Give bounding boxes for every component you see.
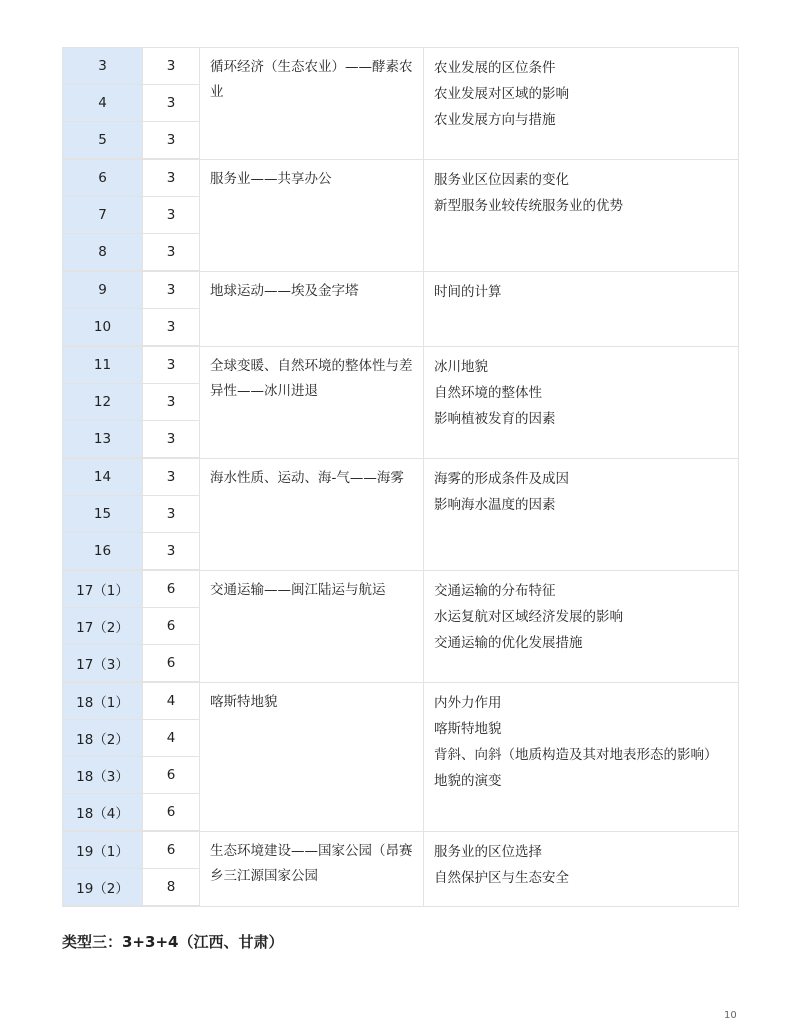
table-row [63, 682, 739, 720]
knowledge-points-cell [424, 458, 739, 570]
score-cell: 3 [143, 85, 200, 122]
question-number-cell: 5 [63, 122, 143, 160]
question-number-cell: 17（1） [63, 570, 143, 608]
score-cell: 6 [143, 608, 200, 645]
score-cell: 3 [143, 197, 200, 234]
knowledge-point: 影响植被发育的因素 [434, 410, 556, 427]
score-cell: 4 [143, 720, 200, 757]
score-cell: 3 [143, 496, 200, 533]
score-cell: 4 [143, 682, 200, 720]
knowledge-point: 农业发展对区域的影响 [434, 86, 569, 102]
score-cell: 3 [143, 384, 200, 421]
knowledge-points-cell [424, 682, 739, 831]
question-number-cell: 13 [63, 421, 143, 459]
table-row [63, 271, 739, 309]
question-number-cell: 15 [63, 496, 143, 533]
score-cell: 3 [143, 346, 200, 384]
table-row [63, 831, 739, 869]
question-number-cell: 14 [63, 458, 143, 496]
score-cell: 3 [143, 271, 200, 309]
score-cell: 3 [143, 48, 200, 85]
topic-cell: 循环经济（生态农业）——酵素农业 [200, 48, 424, 160]
question-number-cell: 17（2） [63, 608, 143, 645]
score-cell: 3 [143, 533, 200, 571]
question-number-cell: 18（4） [63, 794, 143, 832]
question-number-cell: 19（2） [63, 869, 143, 907]
knowledge-points-cell [424, 159, 739, 271]
exam-breakdown-table-container [62, 47, 738, 907]
score-cell: 3 [143, 458, 200, 496]
topic-cell: 全球变暖、自然环境的整体性与差异性——冰川进退 [200, 346, 424, 458]
exam-table-body [63, 48, 739, 907]
score-cell: 6 [143, 757, 200, 794]
knowledge-point: 服务业的区位选择 [434, 843, 542, 860]
score-cell: 3 [143, 421, 200, 459]
knowledge-point: 服务业区位因素的变化 [434, 171, 569, 188]
section-heading: 类型三：3+3+4（江西、甘肃） [62, 933, 284, 951]
score-cell: 6 [143, 645, 200, 683]
topic-cell: 生态环境建设——国家公园（昂赛乡三江源国家公园 [200, 831, 424, 906]
knowledge-point: 时间的计算 [434, 283, 502, 300]
question-number-cell: 10 [63, 309, 143, 347]
question-number-cell: 4 [63, 85, 143, 122]
table-row [63, 346, 739, 384]
knowledge-points-cell [424, 346, 739, 458]
score-cell: 3 [143, 122, 200, 160]
knowledge-points-cell [424, 48, 739, 160]
knowledge-points-cell [424, 271, 739, 346]
knowledge-points-cell [424, 570, 739, 682]
page-number: 10 [724, 1010, 737, 1021]
knowledge-point: 交通运输的优化发展措施 [434, 634, 583, 651]
knowledge-point: 新型服务业较传统服务业的优势 [434, 197, 623, 214]
score-cell: 3 [143, 159, 200, 197]
question-number-cell: 8 [63, 234, 143, 272]
table-row [63, 570, 739, 608]
table-row [63, 159, 739, 197]
topic-cell: 喀斯特地貌 [200, 682, 424, 831]
knowledge-point: 水运复航对区域经济发展的影响 [434, 608, 623, 625]
score-cell: 6 [143, 831, 200, 869]
question-number-cell: 3 [63, 48, 143, 85]
knowledge-point: 农业发展方向与措施 [434, 112, 556, 128]
exam-breakdown-table [62, 47, 739, 907]
question-number-cell: 6 [63, 159, 143, 197]
question-number-cell: 18（1） [63, 682, 143, 720]
question-number-cell: 18（2） [63, 720, 143, 757]
knowledge-point: 农业发展的区位条件 [434, 60, 556, 76]
question-number-cell: 18（3） [63, 757, 143, 794]
score-cell: 8 [143, 869, 200, 907]
question-number-cell: 16 [63, 533, 143, 571]
topic-cell: 交通运输——闽江陆运与航运 [200, 570, 424, 682]
knowledge-point: 背斜、向斜（地质构造及其对地表形态的影响） [434, 746, 718, 763]
topic-cell: 海水性质、运动、海-气——海雾 [200, 458, 424, 570]
knowledge-point: 自然环境的整体性 [434, 384, 542, 401]
topic-cell: 地球运动——埃及金字塔 [200, 271, 424, 346]
question-number-cell: 12 [63, 384, 143, 421]
question-number-cell: 17（3） [63, 645, 143, 683]
knowledge-point: 海雾的形成条件及成因 [434, 470, 569, 487]
knowledge-point: 影响海水温度的因素 [434, 496, 556, 513]
knowledge-point: 喀斯特地貌 [434, 720, 502, 737]
score-cell: 3 [143, 309, 200, 347]
score-cell: 6 [143, 794, 200, 832]
knowledge-point: 内外力作用 [434, 694, 502, 711]
question-number-cell: 7 [63, 197, 143, 234]
knowledge-point: 冰川地貌 [434, 358, 488, 375]
score-cell: 6 [143, 570, 200, 608]
knowledge-points-cell [424, 831, 739, 906]
table-row [63, 458, 739, 496]
knowledge-point: 交通运输的分布特征 [434, 582, 556, 599]
knowledge-point: 自然保护区与生态安全 [434, 869, 569, 886]
topic-cell: 服务业——共享办公 [200, 159, 424, 271]
question-number-cell: 9 [63, 271, 143, 309]
question-number-cell: 19（1） [63, 831, 143, 869]
table-row [63, 48, 739, 85]
score-cell: 3 [143, 234, 200, 272]
knowledge-point: 地貌的演变 [434, 772, 502, 789]
question-number-cell: 11 [63, 346, 143, 384]
